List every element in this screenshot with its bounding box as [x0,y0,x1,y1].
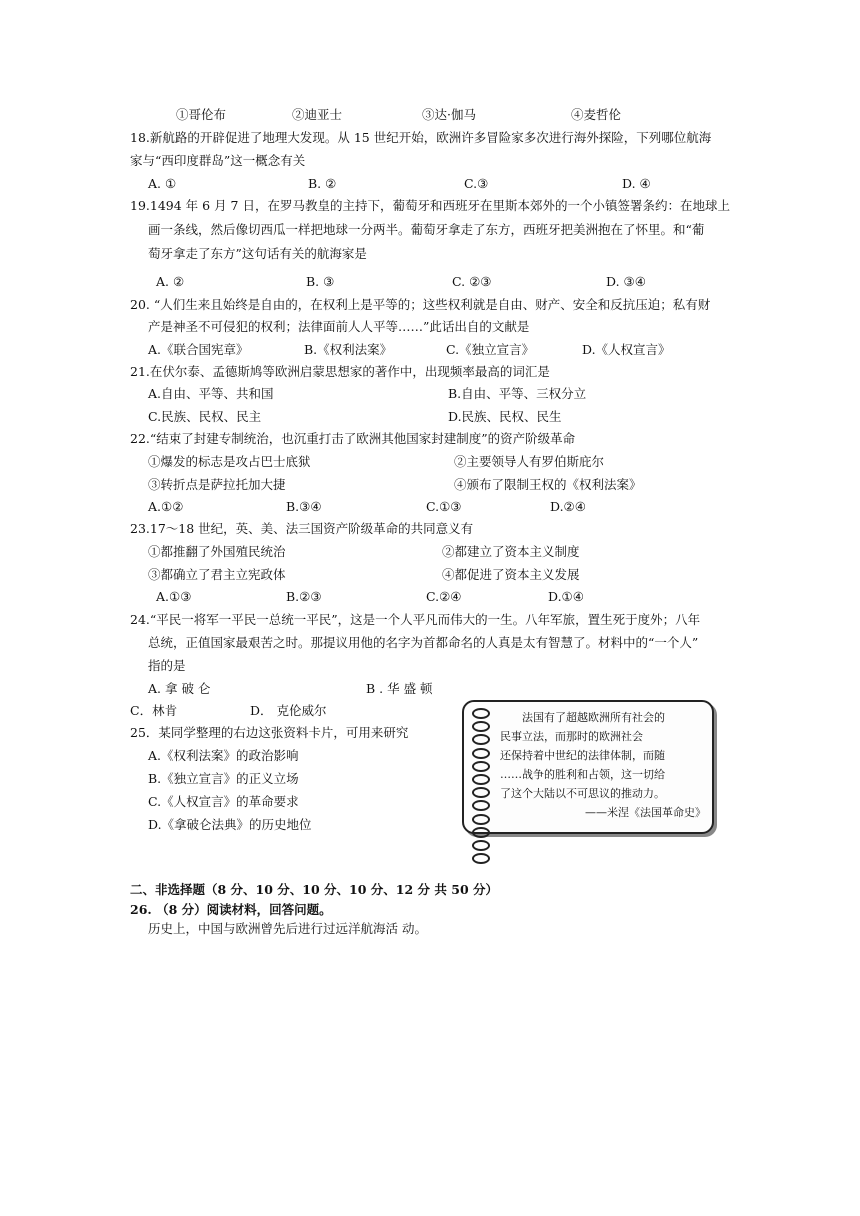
q21-option-d: D.民族、民权、民生 [448,409,562,424]
card-line-5: 了这个大陆以不可思议的推动力。 [500,787,665,800]
q18-option-a: A. ① [148,176,177,191]
card-line-3: 还保持着中世纪的法律体制，而随 [500,749,665,762]
q19-stem-line-2: 画一条线，然后像切西瓜一样把地球一分两半。葡萄牙拿走了东方，西班牙把美洲抱在了怀里。和“葡 [148,222,705,237]
q21-option-a: A.自由、平等、共和国 [148,386,274,401]
q18-option-b: B. ② [308,176,337,191]
card-line-1: 法国有了超越欧洲所有社会的 [522,711,665,724]
q21-option-c: C.民族、民权、民主 [148,409,262,424]
q24-option-b: B . 华 盛 顿 [366,681,433,696]
q25-option-c: C.《人权宣言》的革命要求 [148,794,299,809]
q18-option-d: D. ④ [622,176,651,191]
q22-item-4: ④颁布了限制王权的《权利法案》 [454,477,642,492]
q23-item-3: ③都确立了君主立宪政体 [148,567,286,582]
material-card [462,700,714,834]
q25-option-d: D.《拿破仑法典》的历史地位 [148,817,312,832]
q22-option-a: A.①② [148,499,184,514]
q17-option-4: ④麦哲伦 [571,107,622,122]
card-line-2: 民事立法，而那时的欧洲社会 [500,730,643,743]
q20-option-c: C.《独立宣言》 [446,342,535,357]
material-card-text [500,708,706,822]
q23-stem: 23.17～18 世纪，英、美、法三国资产阶级革命的共同意义有 [130,521,474,536]
q20-option-a: A.《联合国宪章》 [148,342,249,357]
q20-stem-line-2: 产是神圣不可侵犯的权利；法律面前人人平等……”此话出自的文献是 [148,319,530,334]
q23-item-4: ④都促进了资本主义发展 [442,567,580,582]
q21-stem: 21.在伏尔泰、孟德斯鸠等欧洲启蒙思想家的著作中，出现频率最高的词汇是 [130,364,550,379]
q22-option-b: B.③④ [286,499,322,514]
q26-text: 历史上，中国与欧洲曾先后进行过远洋航海活 动。 [148,921,427,936]
section-2-heading: 二、非选择题（8 分、10 分、10 分、10 分、12 分 共 50 分） [130,882,498,897]
q22-stem: 22.“结束了封建专制统治，也沉重打击了欧洲其他国家封建制度”的资产阶级革命 [130,431,576,446]
q21-option-b: B.自由、平等、三权分立 [448,386,587,401]
q23-option-a: A.①③ [156,589,192,604]
q19-option-b: B. ③ [306,274,335,289]
q23-item-2: ②都建立了资本主义制度 [442,544,580,559]
q24-option-d: D． 克伦威尔 [250,703,327,718]
q23-option-d: D.①④ [548,589,584,604]
spiral-binding-icon [472,708,494,826]
q23-option-b: B.②③ [286,589,322,604]
q23-item-1: ①都推翻了外国殖民统治 [148,544,286,559]
q20-stem-line-1: 20. “人们生来且始终是自由的，在权利上是平等的；这些权利就是自由、财产、安全和反抗压迫；私有财 [130,297,711,312]
q23-option-c: C.②④ [426,589,462,604]
q18-stem-line-2: 家与“西印度群岛”这一概念有关 [130,153,306,168]
q18-stem-line-1: 18.新航路的开辟促进了地理大发现。从 15 世纪开始，欧洲许多冒险家多次进行海外探险，下列哪位航海 [130,130,712,145]
q20-option-d: D.《人权宣言》 [582,342,671,357]
q24-option-a: A. 拿 破 仑 [148,681,211,696]
q25-option-a: A.《权利法案》的政治影响 [148,748,299,763]
q22-item-2: ②主要领导人有罗伯斯庇尔 [454,454,605,469]
q25-stem: 25．某同学整理的右边这张资料卡片，可用来研究 [130,725,409,740]
q22-item-1: ①爆发的标志是攻占巴士底狱 [148,454,311,469]
q19-option-a: A. ② [156,274,185,289]
q19-stem-line-3: 萄牙拿走了东方”这句话有关的航海家是 [148,246,367,261]
q17-option-2: ②迪亚士 [292,107,343,122]
q22-option-c: C.①③ [426,499,462,514]
q24-stem-line-3: 指的是 [148,658,186,673]
q19-option-c: C. ②③ [452,274,492,289]
q24-stem-line-1: 24.“平民一将军一平民一总统一平民”，这是一个人平凡而伟大的一生。八年军旅，置生死于度外；八年 [130,612,701,627]
card-line-4: ……战争的胜利和占领，这一切给 [500,768,665,781]
q17-option-3: ③达·伽马 [422,107,476,122]
q25-option-b: B.《独立宣言》的正义立场 [148,771,299,786]
q24-option-c: C．林肯 [130,703,178,718]
q26-title: 26. （8 分）阅读材料，回答问题。 [130,902,332,917]
q19-option-d: D. ③④ [606,274,646,289]
q17-option-1: ①哥伦布 [176,107,227,122]
q18-option-c: C.③ [464,176,489,191]
q22-option-d: D.②④ [550,499,586,514]
q20-option-b: B.《权利法案》 [304,342,393,357]
q19-stem-line-1: 19.1494 年 6 月 7 日，在罗马教皇的主持下，葡萄牙和西班牙在里斯本郊外的一个小镇签署条约：在地球上 [130,198,730,213]
card-source: ——米涅《法国革命史》 [585,806,706,819]
q22-item-3: ③转折点是萨拉托加大捷 [148,477,286,492]
q24-stem-line-2: 总统，正值国家最艰苦之时。那提议用他的名字为首都命名的人真是太有智慧了。材料中的“一个人” [148,635,699,650]
